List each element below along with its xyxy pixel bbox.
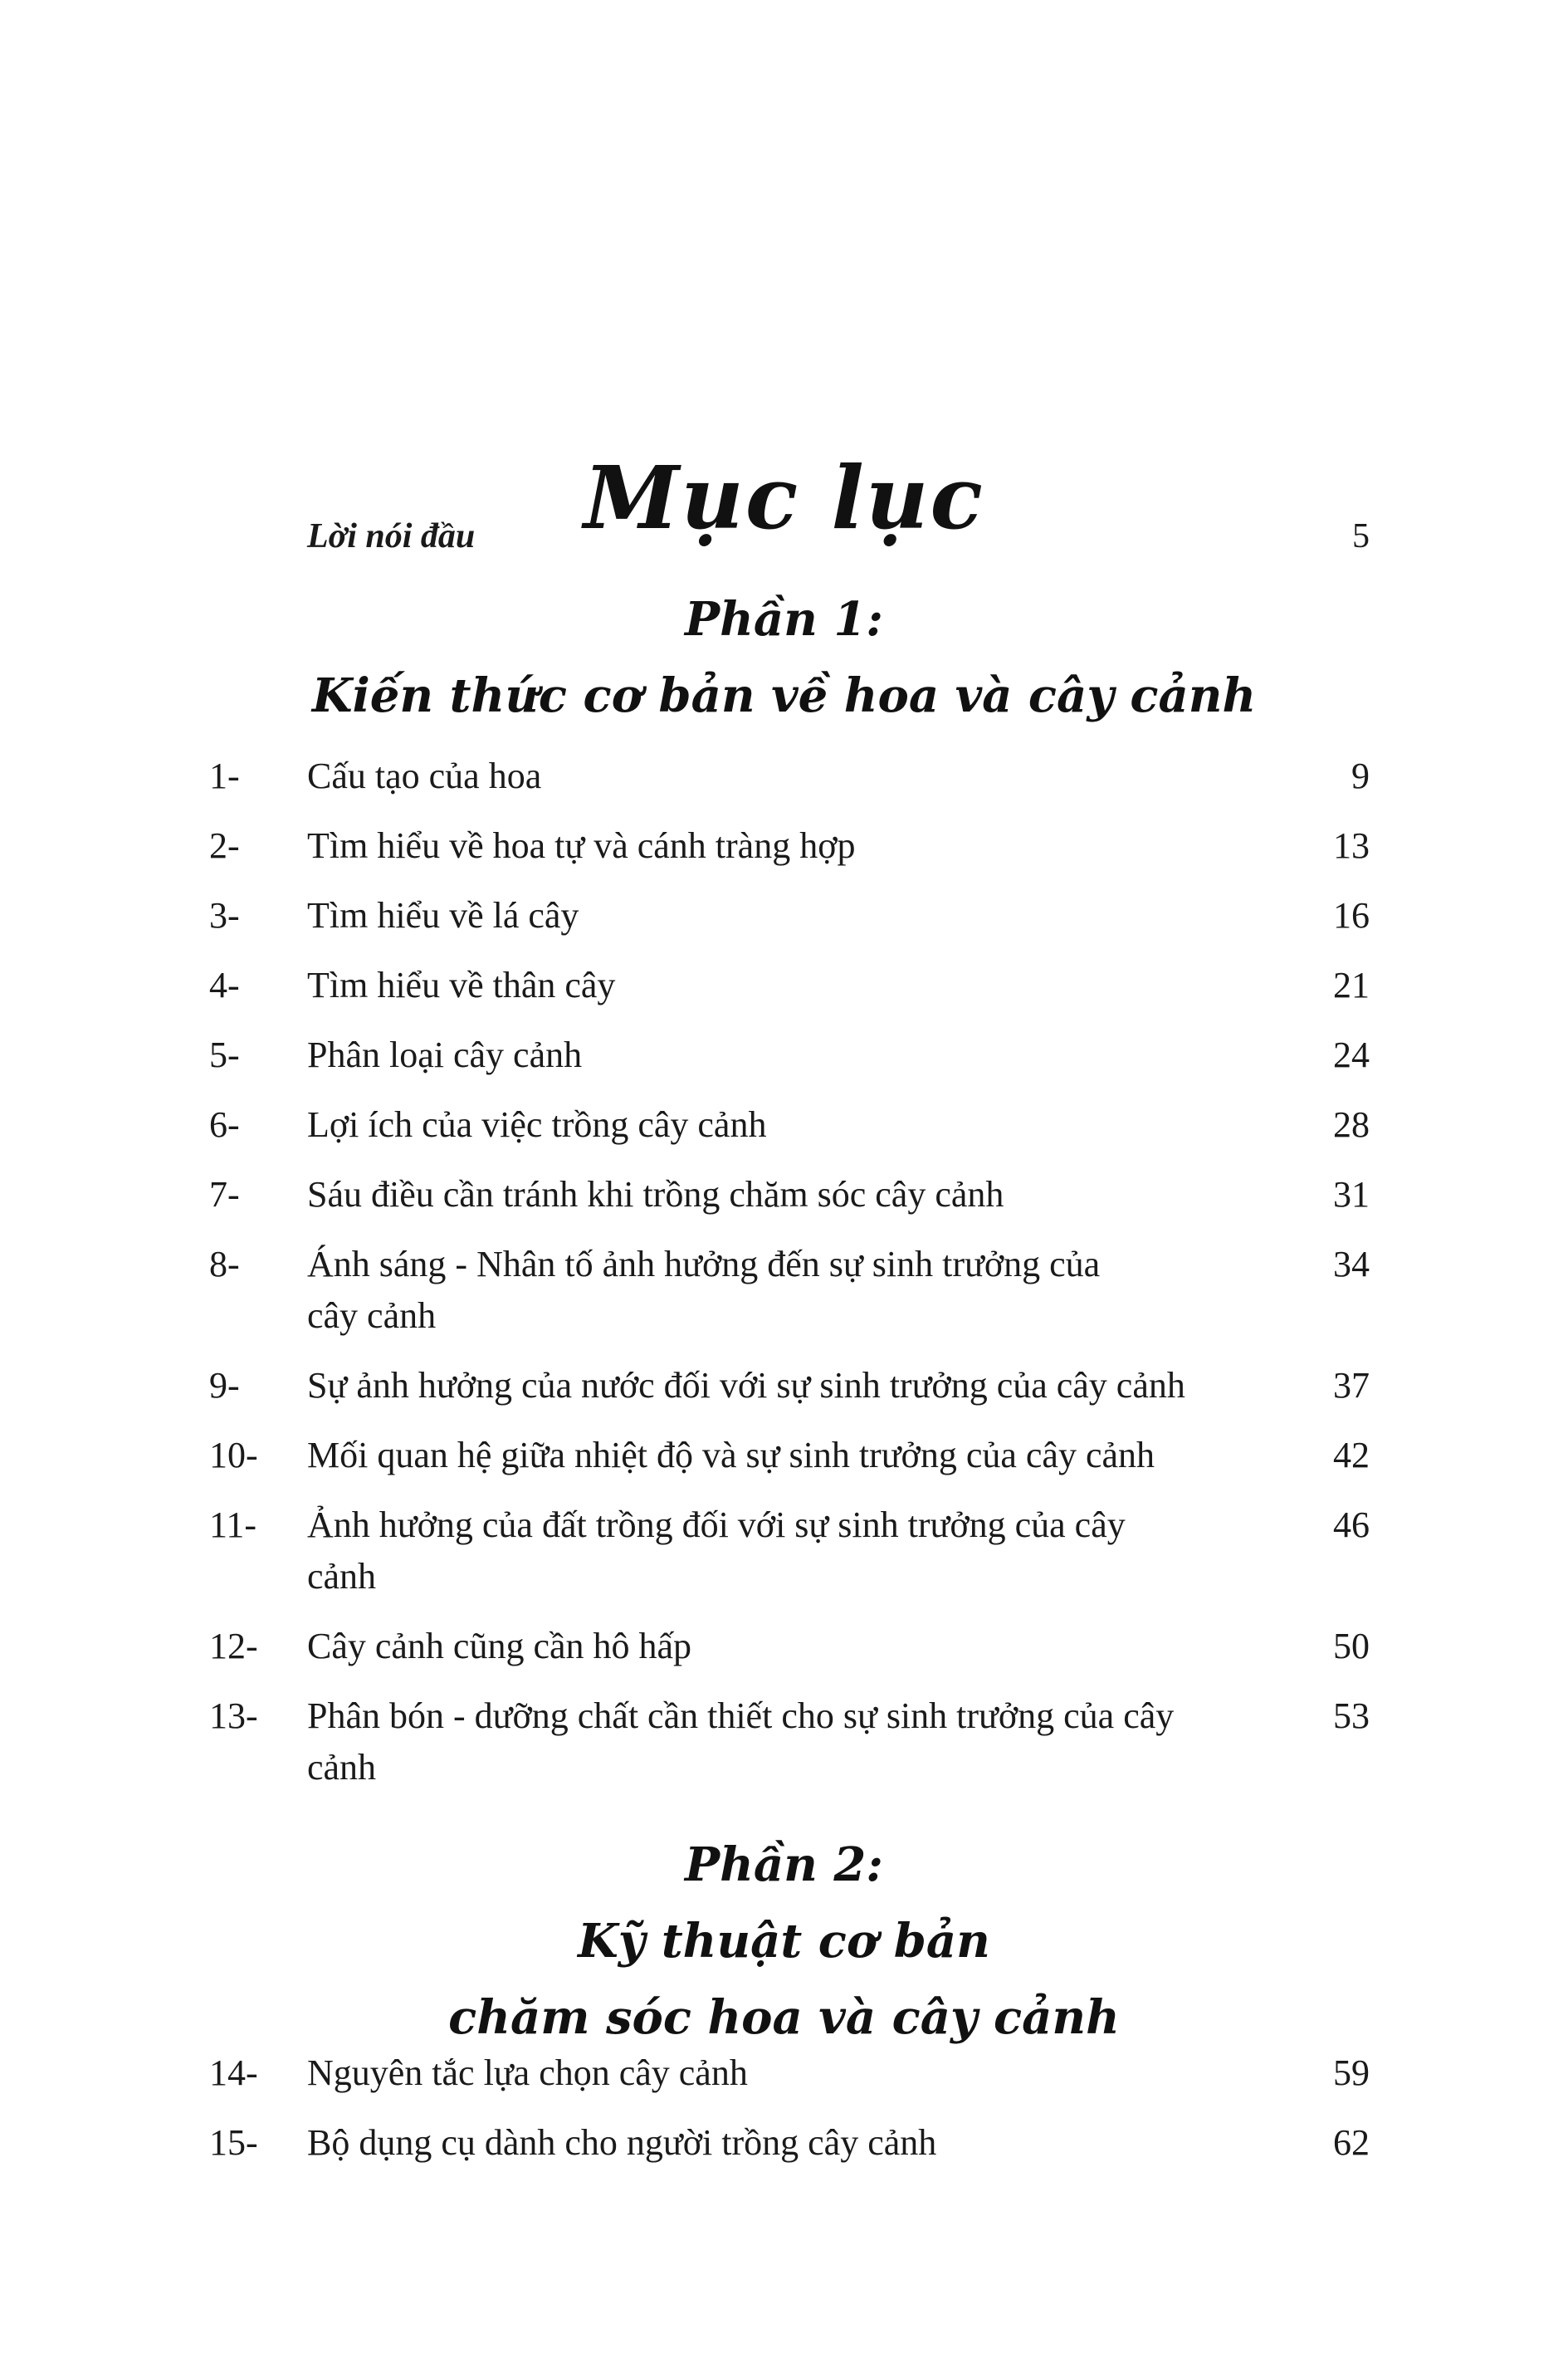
- toc-entry[interactable]: [0, 1030, 1568, 1099]
- part-2-label: Phần 2:: [685, 1837, 883, 1892]
- part-2-title: Kỹ thuật cơ bản: [578, 1914, 990, 1969]
- toc-page-number: 53: [1333, 1695, 1370, 1736]
- toc-page-number: 16: [1333, 895, 1370, 936]
- toc-page-number: 42: [1333, 1435, 1370, 1475]
- toc-entry-number: 2-: [209, 825, 240, 866]
- part-1-toc-list: [0, 751, 1568, 1812]
- toc-page-number: 9: [1351, 756, 1370, 796]
- toc-page-number: 28: [1333, 1104, 1370, 1145]
- toc-entry[interactable]: [0, 1499, 1568, 1621]
- toc-entry-title: Lợi ích của việc trồng cây cảnh: [307, 1104, 767, 1145]
- toc-entry[interactable]: [0, 1169, 1568, 1239]
- toc-entry[interactable]: [0, 751, 1568, 820]
- toc-entry-title: Tìm hiểu về lá cây: [307, 895, 579, 936]
- part-1-title: Kiến thức cơ bản về hoa và cây cảnh: [311, 668, 1257, 723]
- part-2-toc-list: [0, 2047, 1568, 2187]
- toc-entry-number: 10-: [209, 1435, 258, 1475]
- toc-entry-title: Phân loại cây cảnh: [307, 1035, 583, 1075]
- toc-entry-number: 4-: [209, 965, 240, 1005]
- part-2-subtitle: chăm sóc hoa và cây cảnh: [448, 1990, 1120, 2045]
- toc-entry-number: 7-: [209, 1174, 240, 1215]
- toc-page-number: 46: [1333, 1504, 1370, 1545]
- toc-entry-title: Mối quan hệ giữa nhiệt độ và sự sinh trưởng của cây cảnh: [307, 1435, 1155, 1475]
- toc-entry[interactable]: [0, 890, 1568, 960]
- toc-entry[interactable]: [0, 820, 1568, 890]
- toc-page-number: 37: [1333, 1365, 1370, 1406]
- toc-entry-title: Bộ dụng cụ dành cho người trồng cây cảnh: [307, 2122, 937, 2163]
- toc-entry-title: Cây cảnh cũng cần hô hấp: [307, 1626, 692, 1666]
- toc-entry-title: Ánh sáng - Nhân tố ảnh hưởng đến sự sinh trưởng của cây cảnh: [307, 1244, 1101, 1336]
- toc-page-number: 13: [1333, 825, 1370, 866]
- toc-entry-number: 8-: [209, 1244, 240, 1284]
- toc-entry-number: 12-: [209, 1626, 258, 1666]
- toc-entry-title: Nguyên tắc lựa chọn cây cảnh: [307, 2052, 748, 2093]
- toc-page-number: 34: [1333, 1244, 1370, 1284]
- toc-entry[interactable]: [0, 2117, 1568, 2187]
- part-1-label: Phần 1:: [685, 592, 883, 647]
- toc-entry-number: 1-: [209, 756, 240, 796]
- toc-entry-number: 3-: [209, 895, 240, 936]
- toc-entry[interactable]: [0, 1430, 1568, 1499]
- toc-entry-title: Ảnh hưởng của đất trồng đối với sự sinh trưởng của cây cảnh: [307, 1504, 1126, 1597]
- toc-page-number: 5: [1352, 517, 1370, 555]
- toc-entry[interactable]: [0, 1360, 1568, 1430]
- toc-entry-number: 13-: [209, 1695, 258, 1736]
- toc-entry-title: Tìm hiểu về hoa tự và cánh tràng hợp: [307, 825, 856, 866]
- toc-entry-number: 14-: [209, 2052, 258, 2093]
- toc-entry-title: Phân bón - dưỡng chất cần thiết cho sự sinh trưởng của cây cảnh: [307, 1695, 1175, 1788]
- toc-page-number: 62: [1333, 2122, 1370, 2163]
- part-1-heading: [0, 581, 1568, 734]
- toc-entry-number: 15-: [209, 2122, 258, 2163]
- toc-entry[interactable]: [0, 1621, 1568, 1690]
- toc-entry-title: Sự ảnh hưởng của nước đối với sự sinh trưởng của cây cảnh: [307, 1365, 1185, 1406]
- part-2-heading: [0, 1827, 1568, 2056]
- toc-entry[interactable]: [0, 1239, 1568, 1360]
- toc-entry-number: 6-: [209, 1104, 240, 1145]
- toc-page-number: 31: [1333, 1174, 1370, 1215]
- toc-entry[interactable]: [0, 1690, 1568, 1812]
- toc-entry-number: 5-: [209, 1035, 240, 1075]
- toc-entry[interactable]: [0, 960, 1568, 1030]
- toc-page-number: 59: [1333, 2052, 1370, 2093]
- toc-entry-title: Cấu tạo của hoa: [307, 756, 542, 796]
- toc-entry-number: 9-: [209, 1365, 240, 1406]
- toc-entry-title: Tìm hiểu về thân cây: [307, 965, 616, 1005]
- toc-page-number: 24: [1333, 1035, 1370, 1075]
- toc-entry-number: 11-: [209, 1504, 257, 1545]
- page-title: Mục lục: [584, 446, 984, 549]
- toc-preface-entry[interactable]: [307, 511, 1370, 561]
- toc-entry[interactable]: [0, 1099, 1568, 1169]
- toc-entry[interactable]: [0, 2047, 1568, 2117]
- toc-page-number: 21: [1333, 965, 1370, 1005]
- toc-entry-title: Lời nói đầu: [307, 517, 476, 555]
- toc-entry-title: Sáu điều cần tránh khi trồng chăm sóc cây cảnh: [307, 1174, 1004, 1215]
- toc-page-number: 50: [1333, 1626, 1370, 1666]
